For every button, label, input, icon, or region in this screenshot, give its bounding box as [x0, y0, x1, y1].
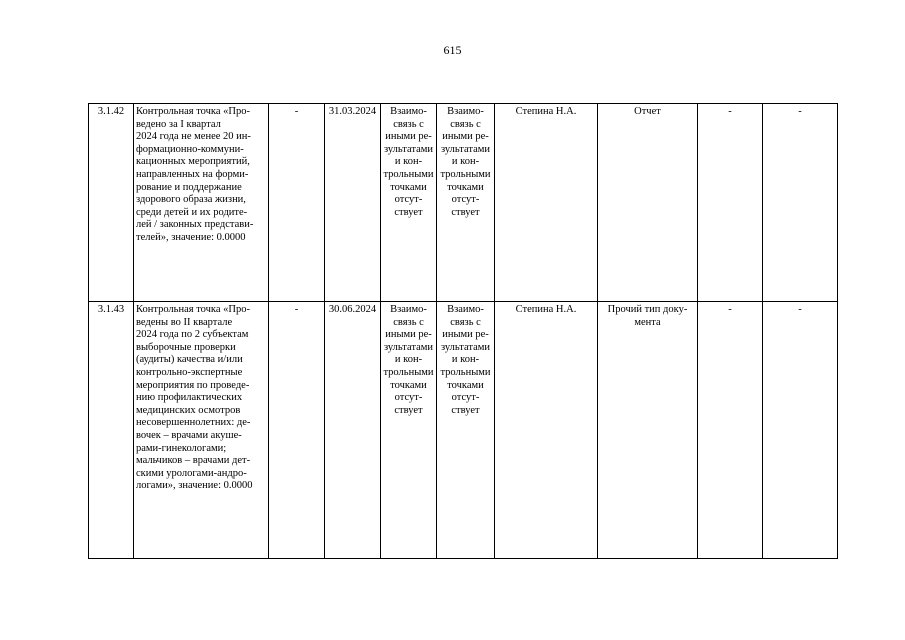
relation-cell: Взаимо- связь с иными ре- зультатами и кон- трольными точками отсут- ствует — [437, 302, 495, 559]
empty-value-cell: - — [698, 302, 763, 559]
control-point-description: Контрольная точка «Про- ведено за I квартал 2024 года не менее 20 ин- формационно-коммуни- кационных мероприятий, направленных на форми- рование и поддержание здорового образа жизни, среди детей и их родите- лей / законных представи- телей», значение: 0.0000 — [134, 104, 269, 302]
control-point-description: Контрольная точка «Про- ведены во II квартале 2024 года по 2 субъектам выборочные проверки (аудиты) качества и/или контрольно-экспертные мероприятия по проведе- нию профилактических медицинских осмотров несовершеннолетних: де- вочек – врачами акуше- рами-гинекологами; мальчиков – врачами дет- скими урологами-андро- логами», значение: 0.0000 — [134, 302, 269, 559]
empty-value-cell: - — [269, 104, 325, 302]
page-number: 615 — [443, 43, 462, 57]
table-row — [89, 104, 838, 302]
table-row — [89, 302, 838, 559]
document-type: Прочий тип доку- мента — [598, 302, 698, 559]
row-number: 3.1.42 — [89, 104, 134, 302]
empty-value-cell: - — [698, 104, 763, 302]
document-type: Отчет — [598, 104, 698, 302]
responsible-person: Степина Н.А. — [495, 302, 598, 559]
empty-value-cell: - — [763, 302, 838, 559]
relation-cell: Взаимо- связь с иными ре- зультатами и кон- трольными точками отсут- ствует — [381, 302, 437, 559]
empty-value-cell: - — [269, 302, 325, 559]
relation-cell: Взаимо- связь с иными ре- зультатами и кон- трольными точками отсут- ствует — [381, 104, 437, 302]
deadline-date: 30.06.2024 — [325, 302, 381, 559]
control-points-table — [88, 103, 838, 559]
row-number: 3.1.43 — [89, 302, 134, 559]
deadline-date: 31.03.2024 — [325, 104, 381, 302]
responsible-person: Степина Н.А. — [495, 104, 598, 302]
relation-cell: Взаимо- связь с иными ре- зультатами и кон- трольными точками отсут- ствует — [437, 104, 495, 302]
empty-value-cell: - — [763, 104, 838, 302]
